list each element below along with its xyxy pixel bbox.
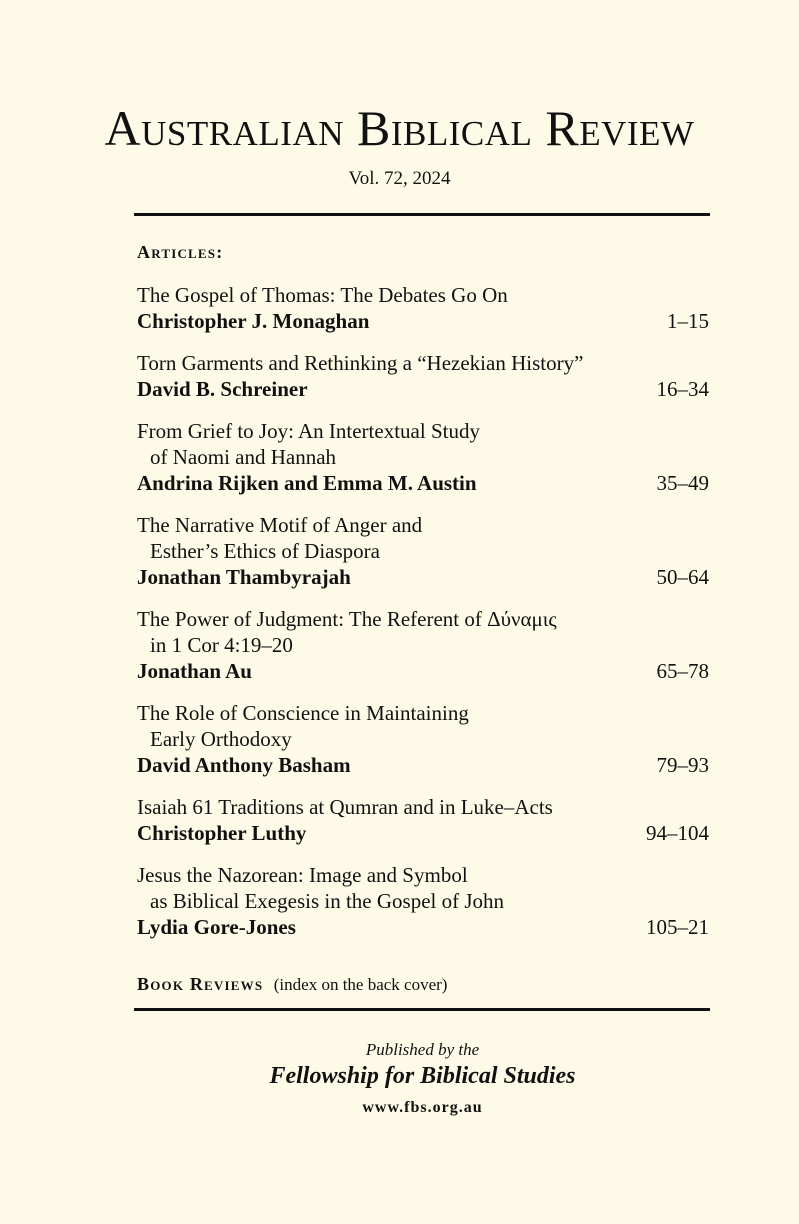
article-byline xyxy=(137,376,709,402)
book-reviews xyxy=(137,974,447,995)
article-title-line: Torn Garments and Rethinking a “Hezekian History” xyxy=(137,351,584,375)
article-entry xyxy=(137,512,709,590)
article-authors: David B. Schreiner xyxy=(137,377,308,401)
articles-heading: Articles: xyxy=(137,242,224,262)
article-entry xyxy=(137,862,709,940)
article-title-line: Early Orthodoxy xyxy=(150,727,292,751)
article-byline xyxy=(137,752,709,778)
article-entry xyxy=(137,606,709,684)
article-entry xyxy=(137,350,709,402)
article-authors: Christopher Luthy xyxy=(137,821,307,845)
article-title-line: Jesus the Nazorean: Image and Symbol xyxy=(137,863,468,887)
article-pages: 79–93 xyxy=(656,753,709,777)
article-byline xyxy=(137,308,709,334)
article-title-line: of Naomi and Hannah xyxy=(150,445,337,469)
book-reviews-label: Book Reviews xyxy=(137,974,264,994)
article-byline xyxy=(137,914,709,940)
article-authors: Jonathan Thambyrajah xyxy=(137,565,351,589)
article-authors: Christopher J. Monaghan xyxy=(137,309,370,333)
article-authors: Jonathan Au xyxy=(137,659,252,683)
article-pages: 105–21 xyxy=(646,915,709,939)
article-title-line: Esther’s Ethics of Diaspora xyxy=(150,539,380,563)
article-title-line: From Grief to Joy: An Intertextual Study xyxy=(137,419,480,443)
article-authors: David Anthony Basham xyxy=(137,753,351,777)
bottom-divider xyxy=(134,1008,710,1011)
published-by: Published by the xyxy=(365,1040,480,1059)
article-authors: Lydia Gore-Jones xyxy=(137,915,296,939)
article-entry xyxy=(137,282,709,334)
publisher-name: Fellowship for Biblical Studies xyxy=(269,1063,576,1089)
website-link[interactable]: www.fbs.org.au xyxy=(362,1099,483,1116)
article-authors: Andrina Rijken and Emma M. Austin xyxy=(137,471,477,495)
volume-info: Vol. 72, 2024 xyxy=(348,168,451,189)
article-byline xyxy=(137,658,709,684)
article-title-line: Isaiah 61 Traditions at Qumran and in Luke–Acts xyxy=(137,795,553,819)
article-title-line: The Gospel of Thomas: The Debates Go On xyxy=(137,283,508,307)
article-byline xyxy=(137,470,709,496)
article-pages: 94–104 xyxy=(646,821,709,845)
article-title-line: The Power of Judgment: The Referent of Δύναμις xyxy=(137,607,557,631)
article-byline xyxy=(137,564,709,590)
article-byline xyxy=(137,820,709,846)
article-pages: 50–64 xyxy=(656,565,709,589)
article-pages: 1–15 xyxy=(667,309,709,333)
book-reviews-note: (index on the back cover) xyxy=(273,975,448,994)
article-entry xyxy=(137,794,709,846)
article-title-line: The Narrative Motif of Anger and xyxy=(137,513,423,537)
articles-list xyxy=(137,282,709,956)
article-pages: 35–49 xyxy=(656,471,709,495)
journal-title: Australian Biblical Review xyxy=(104,100,695,156)
article-pages: 16–34 xyxy=(656,377,709,401)
article-title-line: The Role of Conscience in Maintaining xyxy=(137,701,469,725)
article-pages: 65–78 xyxy=(656,659,709,683)
article-title-line: as Biblical Exegesis in the Gospel of John xyxy=(150,889,505,913)
article-entry xyxy=(137,418,709,496)
top-divider xyxy=(134,213,710,216)
article-entry xyxy=(137,700,709,778)
article-title-line: in 1 Cor 4:19–20 xyxy=(150,633,293,657)
